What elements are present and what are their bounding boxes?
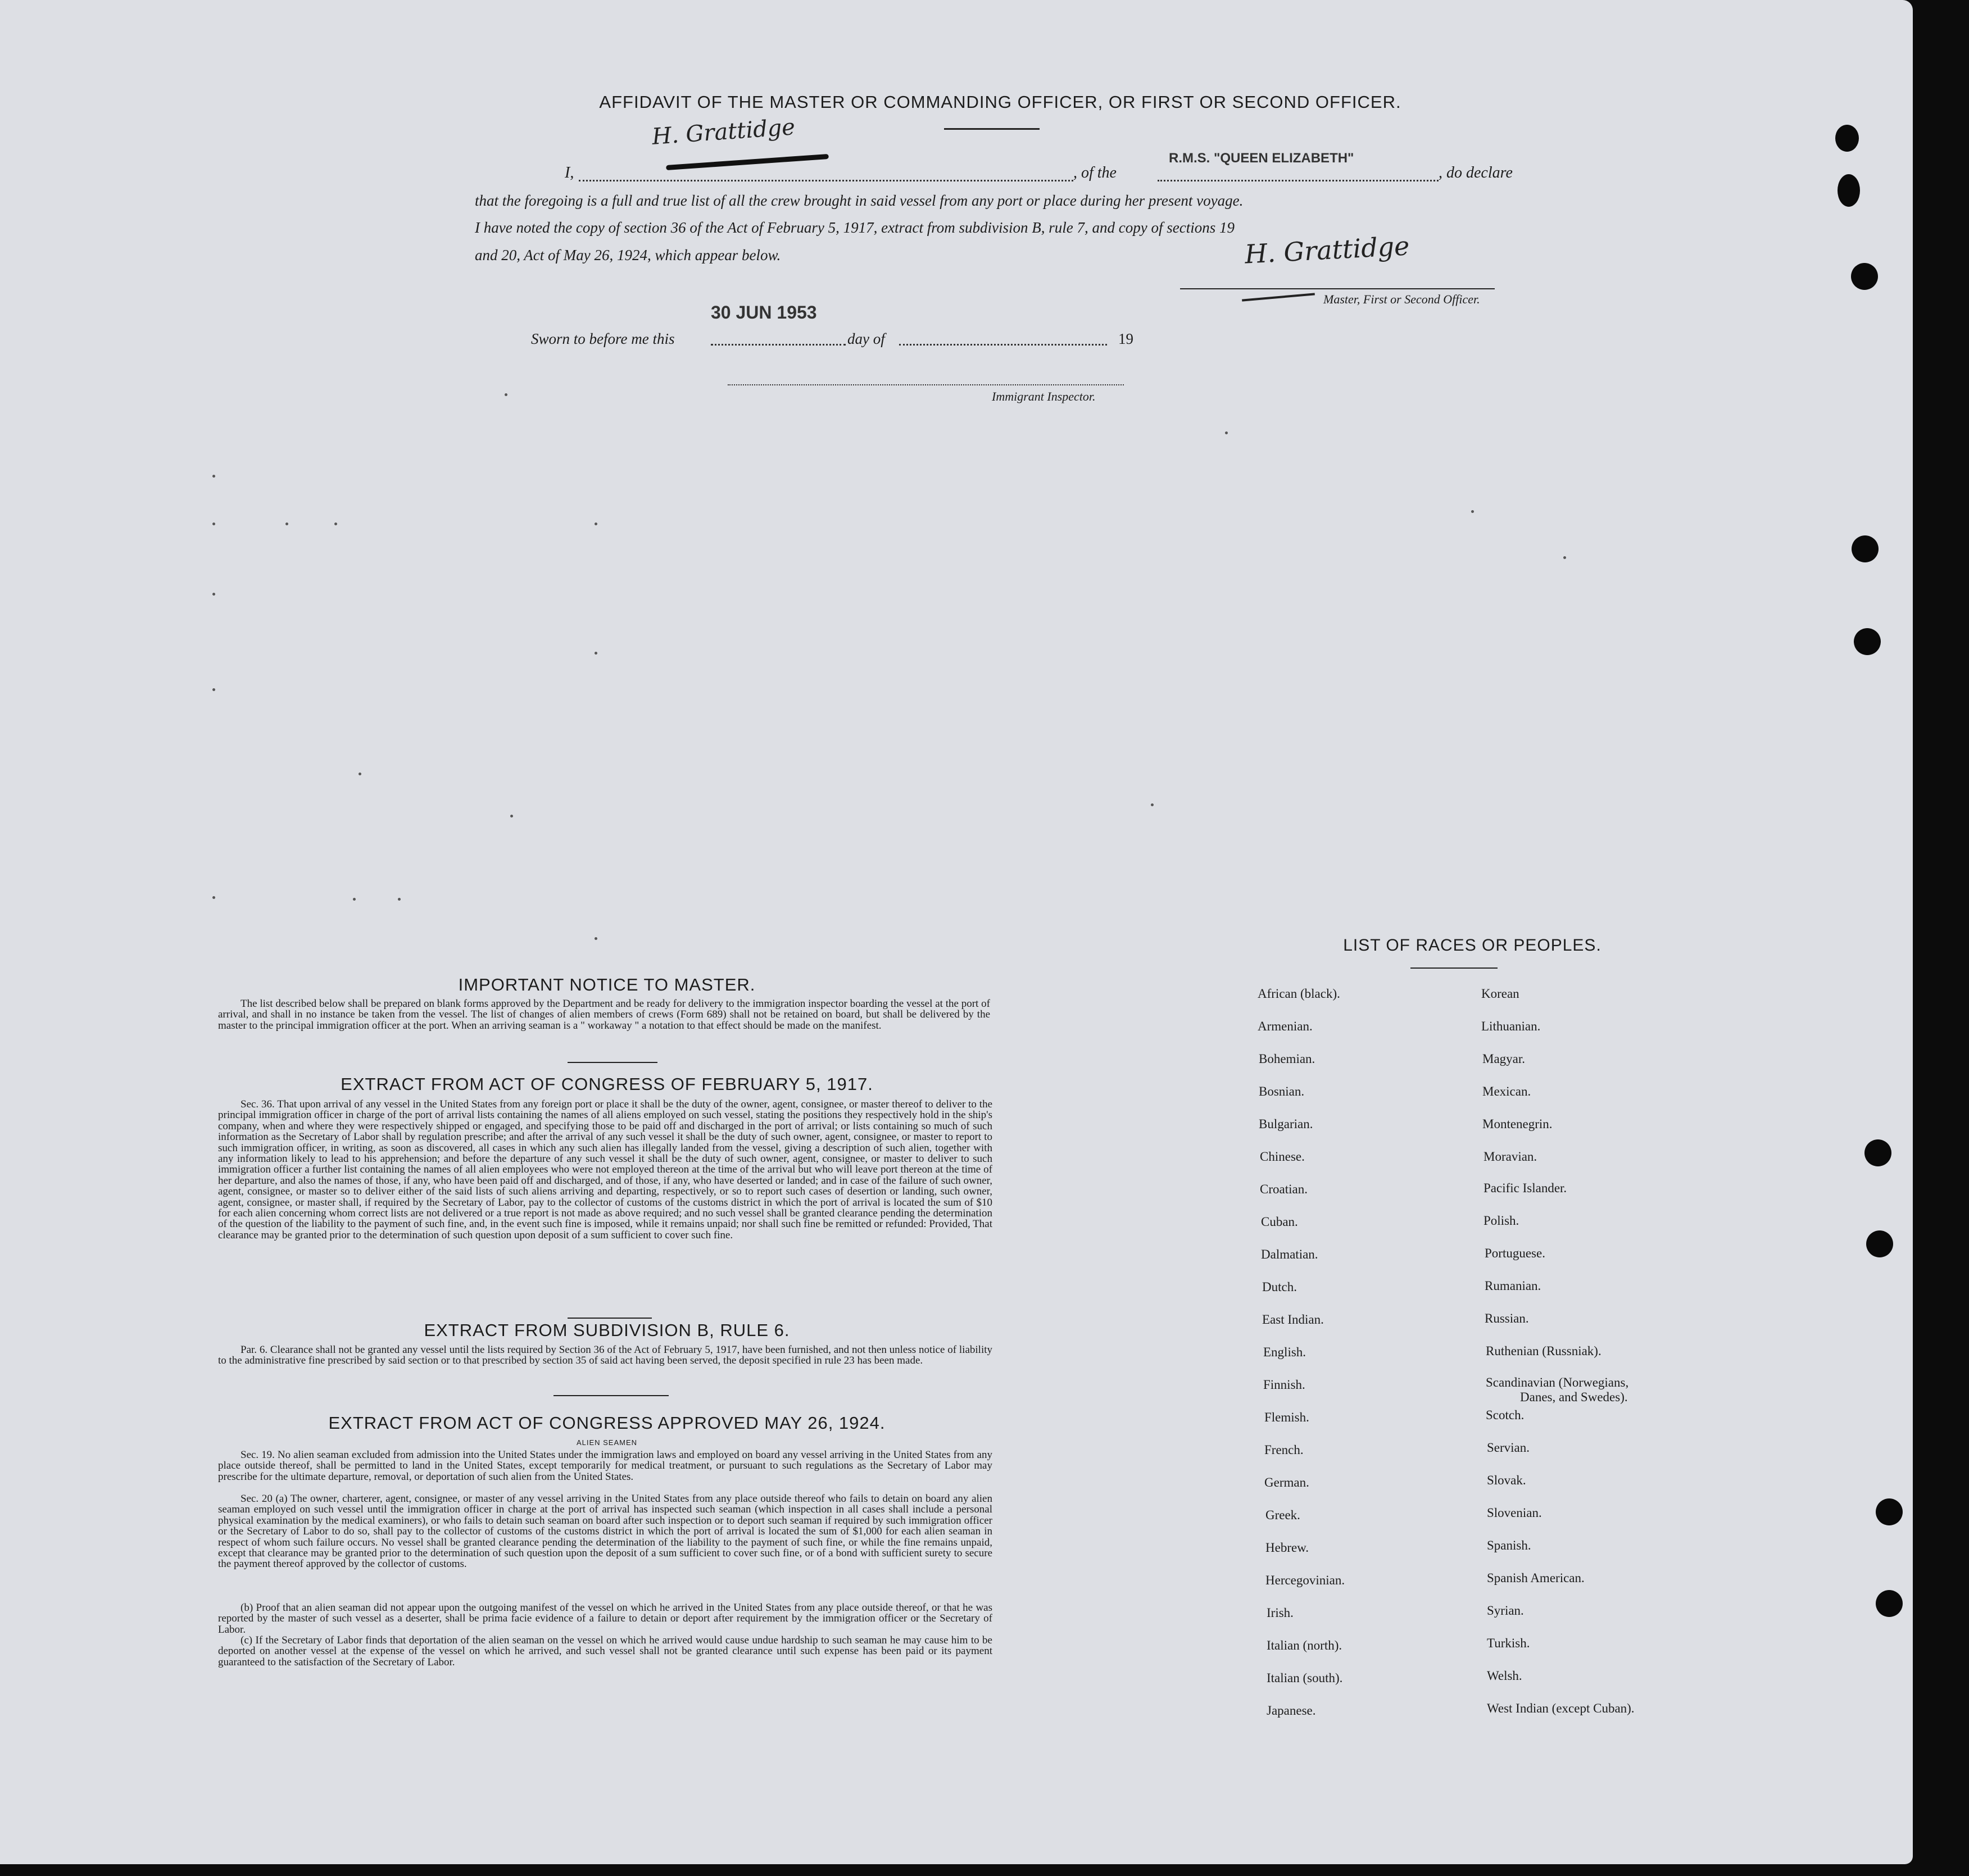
- master-signature-stroke: [1242, 293, 1315, 301]
- race-item: English.: [1263, 1345, 1306, 1359]
- race-item: Turkish.: [1487, 1636, 1530, 1650]
- race-item: Scotch.: [1486, 1408, 1525, 1422]
- extract-1924-title: EXTRACT FROM ACT OF CONGRESS APPROVED MAY 26, 1924.: [328, 1413, 886, 1433]
- races-divider: [1410, 967, 1498, 969]
- paper-speck: [1471, 510, 1474, 513]
- race-item: Italian (north).: [1267, 1638, 1342, 1652]
- punch-hole: [1852, 535, 1879, 562]
- notice-text: The list described below shall be prepared on blank forms approved by the Department and be ready for delivery to the immigration inspector boarding the vessel at the port of arrival, and shall in no instance be taken from the vessel. The list of changes of alien members of crews (Form 689) shall not be retained on board, but shall be delivered by the master to the principal immigration officer at the port. When an arriving seaman is a " workaway " a notation to that effect should be made on the manifest.: [218, 998, 990, 1032]
- punch-hole: [1838, 174, 1860, 207]
- race-item: German.: [1264, 1475, 1309, 1489]
- extract-1924-sec20b: (b) Proof that an alien seaman did not appear upon the outgoing manifest of the vessel on which he arrived in the United States from any place outside thereof, or that he was reported by the master of such vessel as a deserter, shall be prima facie evidence of a failure to detain or deport after requirement by the immigration officer or the Secretary of Labor.: [218, 1602, 992, 1635]
- paper-speck: [398, 898, 401, 901]
- signature-stroke: [666, 154, 829, 170]
- notice-title: IMPORTANT NOTICE TO MASTER.: [458, 975, 756, 994]
- handwritten-signature-top: H. Grattidge: [651, 114, 796, 150]
- race-item: Bulgarian.: [1259, 1117, 1313, 1131]
- subdivision-b-title: EXTRACT FROM SUBDIVISION B, RULE 6.: [424, 1320, 790, 1340]
- race-item: Spanish American.: [1487, 1571, 1585, 1585]
- notice-divider: [568, 1062, 657, 1063]
- paper-speck: [1563, 556, 1566, 559]
- sworn-month-blank: [899, 344, 1107, 346]
- extract-1917-title: EXTRACT FROM ACT OF CONGRESS OF FEBRUARY 5, 1917.: [341, 1074, 873, 1094]
- punch-hole: [1851, 263, 1878, 290]
- title-underline: [944, 128, 1040, 130]
- extract-1924-sec20a: Sec. 20 (a) The owner, charterer, agent, consignee, or master of any vessel arriving in the United States from any place outside thereof who fails to detain on board any alien seaman employed on such vessel until the immigration officer in charge at the port of arrival has inspected such seaman (which inspection in all cases shall include a personal physical examination by the medical examiners), or who fails to detain such seaman on board after such inspection or to deport such seaman if required by such immigration officer or the Secretary of Labor to do so, shall pay to the collector of customs of the customs district in which the port of arrival is located the sum of $1,000 for each alien seaman in respect of whom such failure occurs. No vessel shall be granted clearance pending the determination of the liability to the payment of such fine, or while the fine remains unpaid, except that clearance may be granted prior to the determination of such question upon the deposit of a sum sufficient to cover such fine, or of a bond with sufficient surety to secure the payment thereof approved by the collector of customs.: [218, 1493, 992, 1570]
- name-blank: [579, 180, 1073, 181]
- sworn-prefix: Sworn to before me this: [531, 330, 675, 347]
- races-title: LIST OF RACES OR PEOPLES.: [1343, 936, 1601, 955]
- paper-speck: [212, 475, 215, 478]
- race-item: Dalmatian.: [1261, 1247, 1318, 1261]
- race-item: Irish.: [1267, 1606, 1294, 1620]
- master-caption: Master, First or Second Officer.: [1323, 292, 1480, 306]
- extract-1924-sec20c: (c) If the Secretary of Labor finds that deportation of the alien seaman on the vessel on which he arrived would cause undue hardship to such seaman he may cause him to be deported on another vessel at the expense of the vessel on which he arrived, and such vessel shall not be granted clearance until such expense has been paid or its payment guaranteed to the satisfaction of the Secretary of Labor.: [218, 1635, 992, 1668]
- race-item: Slovenian.: [1487, 1506, 1542, 1520]
- extract-1924-sec19: Sec. 19. No alien seaman excluded from admission into the United States under the immigration laws and employed on board any vessel arriving in the United States from any place outside thereof, shall be permitted to land in the United States, except temporarily for medical treatment, or pursuant to such regulations as the Secretary of Labor may prescribe for the ultimate departure, removal, or deportation of such alien from the United States.: [218, 1450, 992, 1483]
- extract-1917-divider: [568, 1318, 652, 1319]
- master-signature-line: [1180, 288, 1495, 289]
- race-item: Rumanian.: [1485, 1279, 1541, 1293]
- race-item: Magyar.: [1482, 1052, 1526, 1066]
- race-item: Bosnian.: [1259, 1084, 1305, 1098]
- race-item: Flemish.: [1264, 1410, 1309, 1424]
- race-item: Hebrew.: [1265, 1541, 1309, 1555]
- inspector-signature-blank: [728, 384, 1124, 385]
- race-item: West Indian (except Cuban).: [1487, 1701, 1635, 1715]
- race-item: Croatian.: [1260, 1182, 1308, 1196]
- race-item: Bohemian.: [1259, 1052, 1315, 1066]
- punch-hole: [1876, 1590, 1903, 1617]
- affidavit-line1-prefix: I,: [565, 164, 574, 181]
- race-item: Chinese.: [1260, 1150, 1305, 1164]
- affidavit-body-line2: that the foregoing is a full and true list of all the crew brought in said vessel from any port or place during her present voyage.: [475, 192, 1244, 209]
- race-item: Finnish.: [1263, 1378, 1305, 1392]
- race-item: Russian.: [1485, 1311, 1529, 1325]
- date-stamp: 30 JUN 1953: [711, 302, 817, 322]
- sworn-day-label: day of: [847, 330, 885, 347]
- affidavit-body-line4: and 20, Act of May 26, 1924, which appear below.: [475, 247, 781, 264]
- paper-speck: [285, 523, 288, 525]
- race-item: Ruthenian (Russniak).: [1486, 1344, 1601, 1358]
- subdivision-b-text: Par. 6. Clearance shall not be granted any vessel until the lists required by Section 36 of the Act of February 5, 1917, have been furnished, and not then unless notice of liability to the administrative fine prescribed by said section or to that prescribed by section 35 of said act having been served, the deposit specified in rule 23 has been made.: [218, 1344, 992, 1367]
- affidavit-title: AFFIDAVIT OF THE MASTER OR COMMANDING OFFICER, OR FIRST OR SECOND OFFICER.: [599, 92, 1401, 112]
- paper-speck: [212, 896, 215, 899]
- paper-speck: [595, 523, 597, 525]
- race-item: African (black).: [1258, 987, 1340, 1001]
- subdivision-b-divider: [554, 1395, 669, 1396]
- paper-speck: [595, 652, 597, 655]
- race-item: Italian (south).: [1267, 1671, 1343, 1685]
- race-item: Armenian.: [1258, 1019, 1313, 1033]
- punch-hole: [1864, 1139, 1891, 1166]
- inspector-caption: Immigrant Inspector.: [992, 389, 1096, 403]
- extract-1917-text: Sec. 36. That upon arrival of any vessel in the United States from any foreign port or place it shall be the duty of the owner, agent, consignee, or master thereof to deliver to the principal immigration officer in charge of the port of arrival lists containing the names of all aliens employed on such vessel, stating the positions they respectively hold in the ship's company, when and where they were respectively shipped or engaged, and specifying those to be paid off and discharged in the port of arrival; or lists containing so much of such information as the Secretary of Labor shall by regulation prescribe; and after the arrival of any such vessel it shall be the duty of such owner, agent, consignee, or master to report to such immigration officer, in writing, as soon as discovered, all cases in which any such alien has illegally landed from the vessel, giving a description of such alien, together with any information likely to lead to his apprehension; and before the departure of any such vessel it shall be the duty of such owner, agent, consignee, or master to deliver to such immigration officer a further list containing the names of all alien employees who were not employed thereon at the time of the arrival but who will leave port thereon at the time of her departure, and also the names of those, if any, who have been paid off and discharged, and of those, if any, who have deserted or landed; and in case of the failure of such owner, agent, consignee, or master so to deliver either of the said lists of such aliens arriving and departing, respectively, or so to report such cases of desertion or landing, such owner, agent, consignee, or master shall, if required by the Secretary of Labor, pay to the collector of customs of the customs district in which the port of arrival is located the sum of $10 for each alien concerning whom correct lists are not delivered or a true report is not made as above required; and no such vessel shall be granted clearance pending the determination of the question of the liability to the payment of such fine, and, in the event such fine is imposed, while it remains unpaid; nor shall such fine be remitted or refunded: Provided, That clearance may be granted prior to the determination of such question upon deposit of a sum sufficient to cover such fine.: [218, 1099, 992, 1241]
- punch-hole: [1854, 628, 1881, 655]
- race-item: Lithuanian.: [1481, 1019, 1541, 1033]
- race-item: Slovak.: [1487, 1473, 1526, 1487]
- affidavit-line1-suffix: , do declare: [1439, 164, 1513, 181]
- race-item: Japanese.: [1267, 1704, 1316, 1718]
- race-item: Danes, and Swedes).: [1520, 1390, 1628, 1404]
- race-item: East Indian.: [1262, 1312, 1324, 1327]
- race-item: Spanish.: [1487, 1538, 1531, 1552]
- vessel-name-stamp: R.M.S. "QUEEN ELIZABETH": [1169, 151, 1354, 166]
- paper-speck: [1151, 803, 1154, 806]
- race-item: Korean: [1481, 987, 1519, 1001]
- affidavit-line1-of: , of the: [1073, 164, 1117, 181]
- race-item: Greek.: [1265, 1508, 1300, 1522]
- sworn-day-blank: [711, 344, 846, 346]
- paper-speck: [212, 593, 215, 596]
- punch-hole: [1876, 1498, 1903, 1525]
- paper-speck: [1225, 431, 1228, 434]
- race-item: Cuban.: [1261, 1215, 1298, 1229]
- sworn-year: 19: [1118, 330, 1133, 347]
- race-item: Welsh.: [1487, 1669, 1522, 1683]
- paper-speck: [353, 898, 356, 901]
- race-item: Montenegrin.: [1482, 1117, 1553, 1131]
- race-item: French.: [1264, 1443, 1304, 1457]
- race-item: Hercegovinian.: [1265, 1573, 1345, 1587]
- paper-speck: [510, 815, 513, 817]
- paper-speck: [212, 523, 215, 525]
- race-item: Scandinavian (Norwegians,: [1486, 1375, 1629, 1389]
- race-item: Portuguese.: [1485, 1246, 1545, 1260]
- handwritten-signature-master: H. Grattidge: [1244, 230, 1410, 270]
- punch-hole: [1866, 1230, 1893, 1257]
- race-item: Servian.: [1487, 1441, 1530, 1455]
- affidavit-body-line3: I have noted the copy of section 36 of the Act of February 5, 1917, extract from subdivision B, rule 7, and copy of sections 19: [475, 219, 1235, 236]
- race-item: Syrian.: [1487, 1604, 1524, 1618]
- race-item: Pacific Islander.: [1483, 1181, 1567, 1195]
- vessel-blank: [1158, 180, 1439, 181]
- paper-speck: [505, 393, 507, 396]
- paper-speck: [359, 773, 361, 775]
- paper-speck: [334, 523, 337, 525]
- race-item: Dutch.: [1262, 1280, 1297, 1294]
- paper-speck: [595, 937, 597, 940]
- race-item: Moravian.: [1483, 1150, 1537, 1164]
- extract-1924-subtitle: ALIEN SEAMEN: [576, 1438, 638, 1447]
- paper-speck: [212, 688, 215, 691]
- race-item: Polish.: [1483, 1214, 1519, 1228]
- race-item: Mexican.: [1482, 1084, 1531, 1098]
- punch-hole: [1835, 125, 1859, 152]
